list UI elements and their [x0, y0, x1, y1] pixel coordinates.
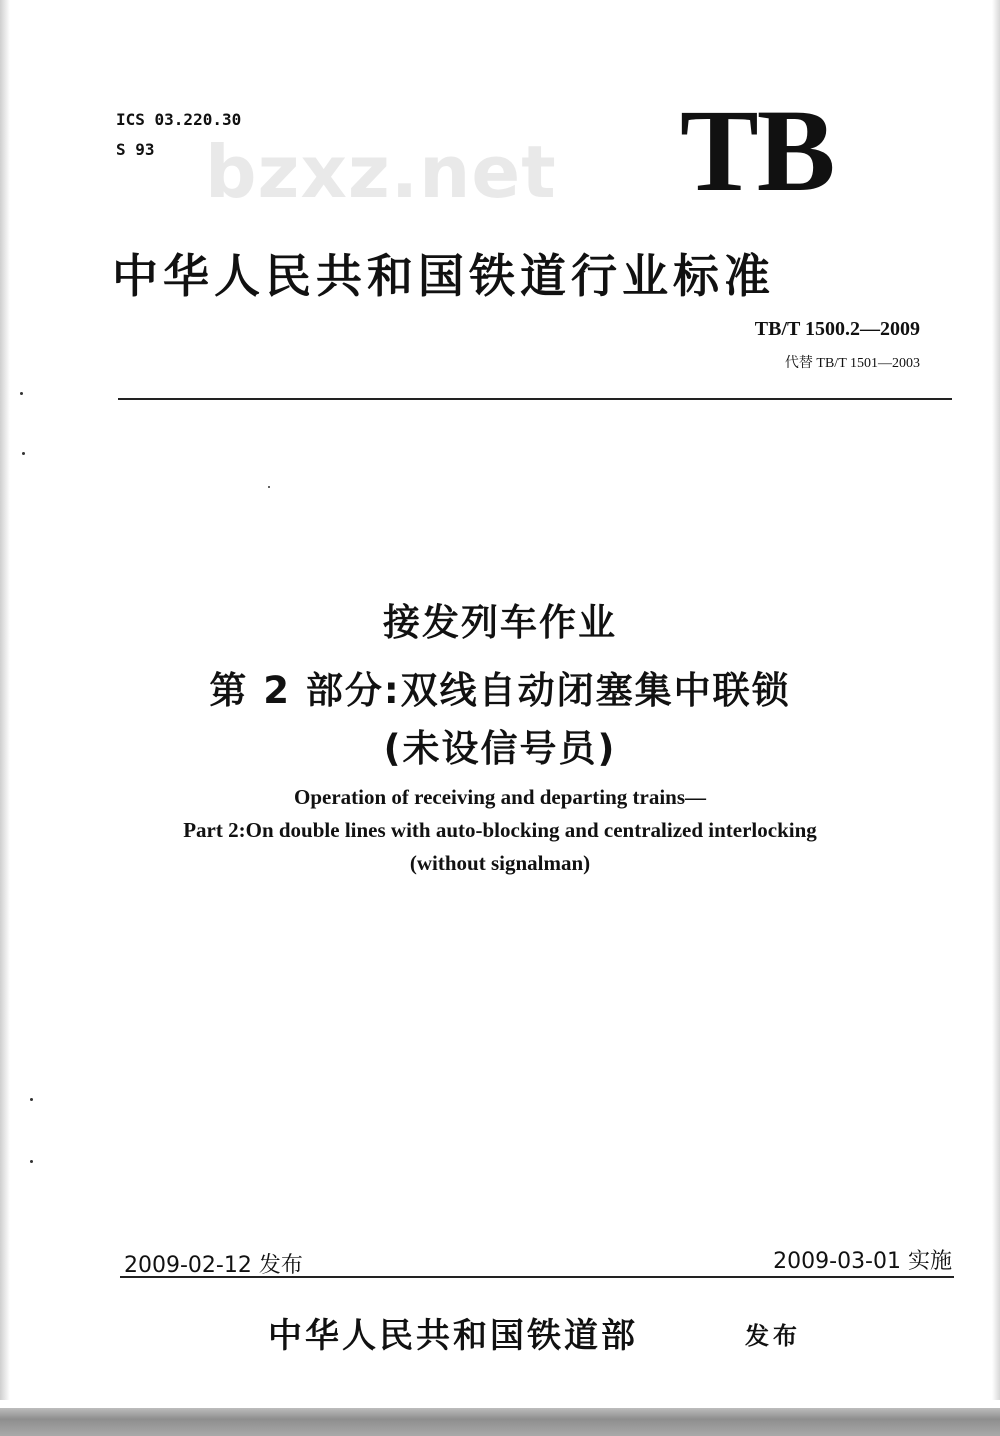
tb-logo: TB: [680, 85, 834, 216]
classification-code: S 93: [116, 140, 155, 159]
title-en-line-1: Operation of receiving and departing trains—: [293, 785, 707, 809]
title-en-line-3: (without signalman): [409, 851, 591, 875]
footer-divider: [120, 1276, 954, 1278]
ics-code: ICS 03.220.30: [116, 110, 242, 129]
title-cn-line-3: (未设信号员): [383, 727, 617, 770]
scan-speck: [20, 392, 23, 395]
watermark: bzxz.net: [205, 130, 557, 214]
title-en-line-2: Part 2:On double lines with auto-blocking and centralized interlocking: [183, 818, 817, 842]
scan-speck: [30, 1160, 33, 1163]
issuing-authority: 中华人民共和国铁道部: [268, 1316, 638, 1356]
implementation-date: 2009-03-01 实施: [773, 1249, 952, 1274]
scan-speck: [268, 486, 270, 488]
scan-speck: [22, 452, 25, 455]
scan-speck: [30, 1098, 33, 1101]
issuing-label: 发布: [745, 1322, 801, 1350]
scan-bottom-strip: [0, 1408, 1000, 1436]
title-cn-line-2: 第 2 部分:双线自动闭塞集中联锁: [209, 669, 791, 712]
replaces-standard: 代替 TB/T 1501—2003: [784, 356, 920, 371]
header-divider: [118, 398, 952, 400]
standard-number: TB/T 1500.2—2009: [754, 318, 920, 340]
title-cn-line-1: 接发列车作业: [383, 601, 617, 644]
standard-category-title: 中华人民共和国铁道行业标准: [112, 249, 775, 303]
issue-date: 2009-02-12 发布: [124, 1253, 303, 1278]
